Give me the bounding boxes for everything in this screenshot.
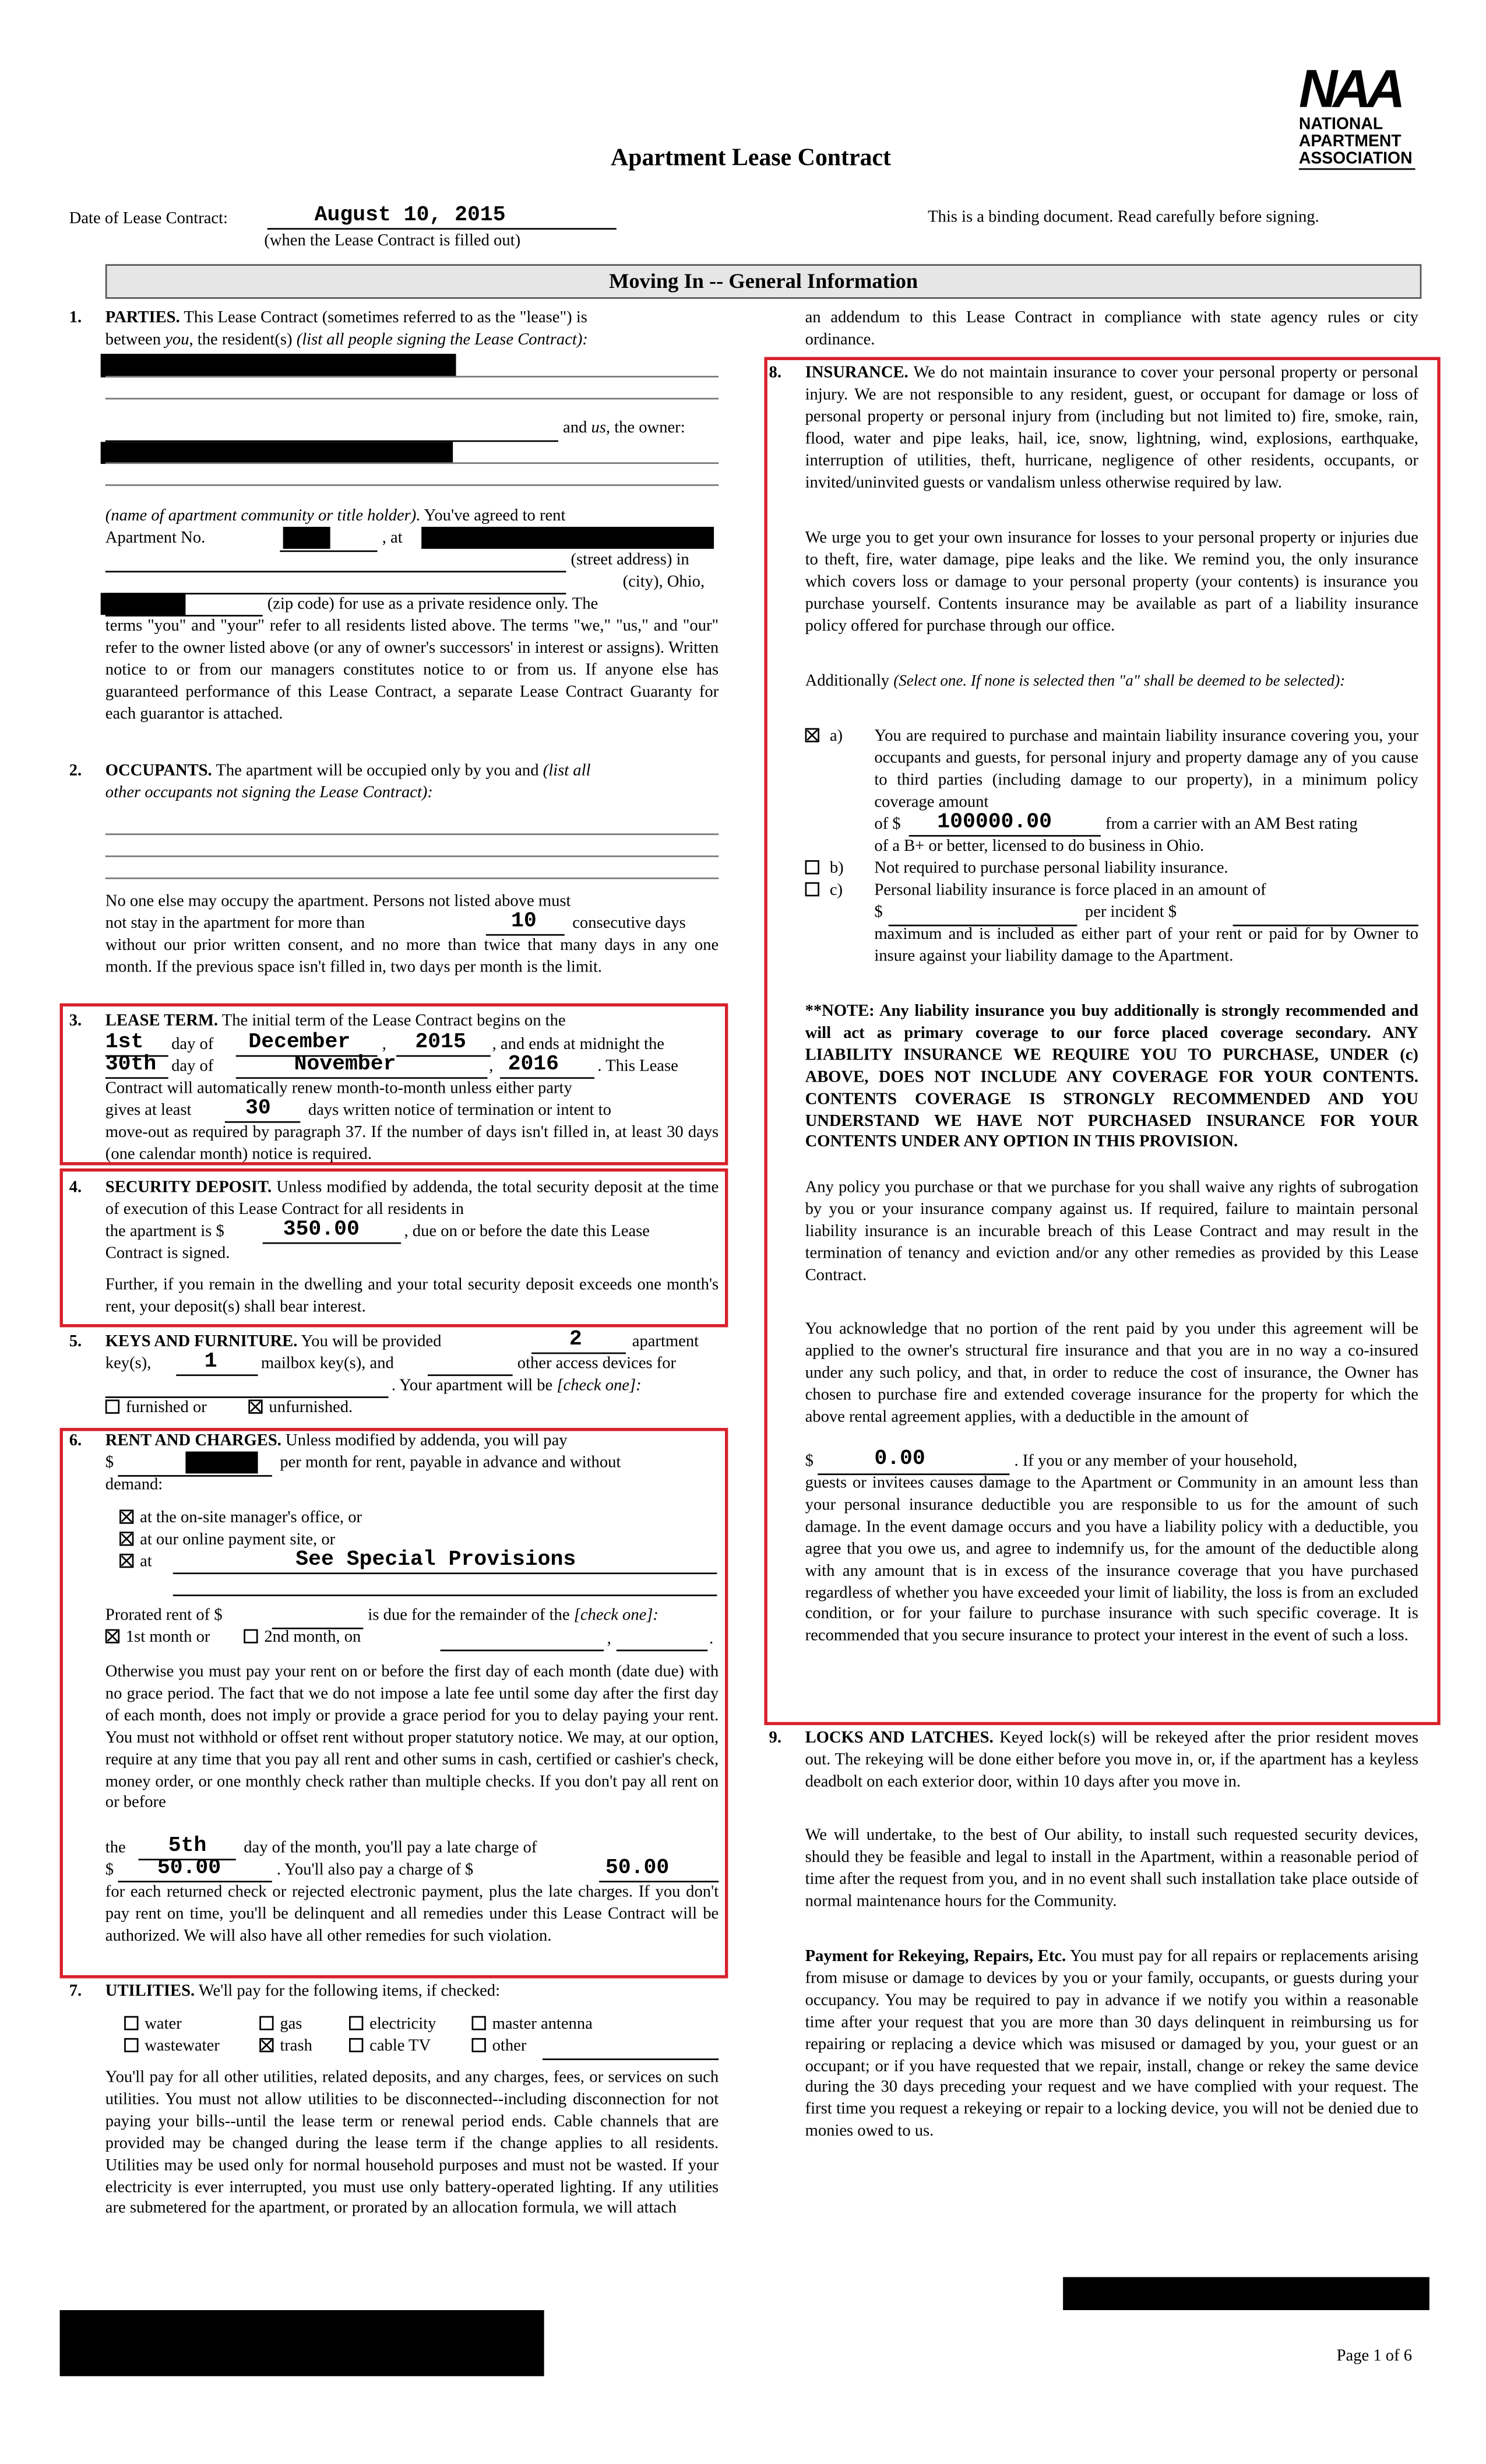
insurance-p4c: guests or invitees causes damage to the Apartment or Community in an amount less than your personal insurance deductible you are responsible to us for the amount of such damage. In the event damage occurs and you have a liability policy with a deductible, you agree that you owe us, and agree to indemnify us, for the amount of the deductible along with any amount that is in excess of the insurance coverage that you have purchased regardless of whether you have exceeded your limit of liability, the loss is from an excluded condition, or for your failure to purchase insurance with such specific coverage. It is recommended that you secure insurance to protect your interest in the event of such a loss. — [805, 1475, 1418, 1646]
online-checkbox[interactable] — [119, 1532, 133, 1546]
comma-2: , — [489, 1058, 494, 1076]
owner-label: and us, the owner: — [563, 420, 685, 438]
lease-term-body2: days written notice of termination or intent to — [308, 1102, 611, 1120]
redacted-footer-left — [60, 2310, 544, 2376]
page-number: Page 1 of 6 — [1336, 2347, 1413, 2366]
water-checkbox[interactable] — [124, 2016, 138, 2030]
pay-option-office[interactable]: at the on-site manager's office, or — [119, 1508, 362, 1530]
late-day-value[interactable]: 5th — [168, 1835, 207, 1859]
ends-label: , and ends at midnight the — [492, 1036, 664, 1054]
wastewater-checkbox[interactable] — [124, 2038, 138, 2052]
rent-line2: per month for rent, payable in advance and without — [280, 1455, 621, 1472]
section-3-number: 3. — [69, 1012, 82, 1030]
prorated-text: is due for the remainder of the [check one]: — [368, 1607, 659, 1625]
cable-tv-checkbox[interactable] — [349, 2038, 363, 2052]
option-c[interactable]: c) — [805, 881, 843, 903]
second-month-option[interactable]: 2nd month, on — [244, 1628, 361, 1650]
document-title: Apartment Lease Contract — [611, 145, 891, 172]
period-1: . — [709, 1631, 714, 1648]
redacted-apt-no — [283, 527, 330, 549]
late-charge-text: day of the month, you'll pay a late charge of — [244, 1840, 537, 1857]
insurance-p3: Any policy you purchase or that we purchase for you shall waive any rights of subrogation by you or your insurance company against us. If required, failure to maintain personal liability insurance is an incurable breach of this Lease Contract and may result in the termination of tenancy and eviction and/or any other remedies as provided by this Lease Contract. — [805, 1179, 1418, 1284]
redacted-resident-name — [101, 354, 456, 377]
other-checkbox[interactable] — [472, 2038, 486, 2052]
utility-wastewater[interactable]: wastewater — [124, 2036, 220, 2058]
returned-charge-text: . You'll also pay a charge of $ — [276, 1861, 474, 1879]
utilities-line1: UTILITIES. We'll pay for the following items, if checked: — [105, 1983, 501, 2001]
occupants-body-d: without our prior written consent, and no more than twice that many days in any one month. If the previous space isn't filled in, two days per month is the limit. — [105, 937, 719, 977]
keys-line1: KEYS AND FURNITURE. You will be provided — [105, 1333, 442, 1351]
locks-p1: LOCKS AND LATCHES. Keyed lock(s) will be rekeyed after the prior resident moves out. The rekeying will be done either before you move in, or, if the apartment has a keyless deadbolt on each exterior door, within 10 days after you move in. — [805, 1730, 1418, 1791]
date-label: Date of Lease Contract: — [69, 210, 228, 228]
rent-terms-text: Otherwise you must pay your rent on or before the first day of each month (date due) with no grace period. The fact that we do not impose a late fee until some day after the first day of each month, does not imply or provide a grace period for you to delay paying your rent. You must not withhold or offset rent without proper statutory notice. We may, at our option, require at any time that you pay all rent and other sums in cash, certified or cashier's check, money order, or one monthly check rather than multiple checks. If you don't pay all rent on or before — [105, 1663, 719, 1812]
office-checkbox[interactable] — [119, 1509, 133, 1523]
rent-line3: demand: — [105, 1476, 163, 1494]
option-b[interactable]: b) — [805, 858, 844, 881]
lease-term-line1: LEASE TERM. The initial term of the Lease Contract begins on the — [105, 1012, 566, 1030]
pay-option-at[interactable]: at — [119, 1552, 152, 1574]
deductible-value[interactable]: 0.00 — [874, 1448, 925, 1472]
option-c-per: per incident $ — [1084, 904, 1177, 922]
occupants-body-c: consecutive days — [572, 915, 686, 933]
insurance-additionally: Additionally (Select one. If none is selected then "a" shall be deemed to be selected): — [805, 673, 1346, 691]
end-year-value[interactable]: 2016 — [508, 1053, 559, 1078]
option-a-carrier: from a carrier with an AM Best rating — [1105, 816, 1358, 834]
naa-logo-mark: NAA — [1298, 59, 1401, 120]
first-month-checkbox[interactable] — [105, 1629, 119, 1643]
occupants-line1: OCCUPANTS. The apartment will be occupied only by you and (list all — [105, 762, 591, 780]
deductible-dollar: $ — [805, 1453, 814, 1471]
mailbox-keys-value[interactable]: 1 — [204, 1350, 217, 1375]
addendum-continuation: an addendum to this Lease Contract in compliance with state agency rules or city ordinance. — [805, 309, 1418, 349]
option-c-text1: Personal liability insurance is force placed in an amount of — [874, 882, 1266, 900]
second-month-checkbox[interactable] — [244, 1629, 258, 1643]
parties-line1 — [105, 308, 719, 330]
utility-master-antenna[interactable]: master antenna — [472, 2015, 593, 2037]
occupants-body-b: not stay in the apartment for more than — [105, 915, 365, 933]
this-lease-label: . This Lease — [597, 1058, 678, 1076]
option-c-text2: maximum and is included as either part of your rent or paid for by Owner to insure against your liability damage to the Apartment. — [874, 926, 1418, 966]
end-month-value[interactable]: November — [294, 1053, 396, 1078]
day-of-label-2: day of — [171, 1058, 214, 1076]
furnished-option[interactable]: furnished or — [105, 1398, 207, 1420]
utility-trash[interactable]: trash — [259, 2036, 312, 2058]
rent-remedies-text: for each returned check or rejected electronic payment, plus the late charges. If you don't pay rent on time, you'll be delinquent and all remedies under this Lease Contract will be authorized. We will also have all other remedies for such violation. — [105, 1884, 719, 1945]
mailbox-label: mailbox key(s), and — [260, 1356, 394, 1373]
apartment-keys-value[interactable]: 2 — [569, 1329, 582, 1353]
utility-cable-tv[interactable]: cable TV — [349, 2036, 431, 2058]
deposit-interest-text: Further, if you remain in the dwelling and your total security deposit exceeds one month's rent, your deposit(s) shall bear interest. — [105, 1277, 719, 1317]
late-fee-dollar: $ — [105, 1861, 114, 1879]
unfurnished-option[interactable]: unfurnished. — [248, 1398, 353, 1420]
naa-logo-line2: APARTMENT — [1298, 132, 1402, 152]
start-month-value[interactable]: December — [248, 1032, 351, 1055]
late-fee-value[interactable]: 50.00 — [157, 1857, 221, 1881]
insurance-p2: We urge you to get your own insurance for losses to your personal property or injuries due to theft, fire, water damage, pipe leaks and the like. We remind you, the only insurance which covers loss or damage to your personal property (your contents) is insurance you purchase yourself. Contents insurance may be available as part of a liability insurance policy offered for purchase through our office. — [805, 530, 1418, 635]
section-8-number: 8. — [769, 365, 781, 382]
option-b-text: Not required to purchase personal liability insurance. — [874, 860, 1228, 878]
parties-line2: between you, the resident(s) (list all people signing the Lease Contract): — [105, 332, 588, 350]
section-4-number: 4. — [69, 1179, 82, 1197]
zip-label: (zip code) for use as a private residence only. The — [267, 596, 598, 614]
unfurnished-checkbox[interactable] — [248, 1400, 262, 1414]
apartment-label: apartment — [632, 1333, 699, 1351]
binding-note: This is a binding document. Read carefully before signing. — [928, 209, 1319, 227]
insurance-p1: INSURANCE. We do not maintain insurance to cover your personal property or personal injury. We are not responsible to any resident, guest, or occupant for damage or loss of personal property or personal injury from (including but not limited to) fire, smoke, rain, flood, water and pipe leaks, hail, ice, snow, lightning, wind, explosions, earthquake, interruption of utilities, theft, hurricane, negligence of other residents, occupants, or invited/uninvited guests or vandalism unless otherwise required by law. — [805, 365, 1418, 492]
master-antenna-checkbox[interactable] — [472, 2016, 486, 2030]
lease-term-body1: Contract will automatically renew month-to-month unless either party — [105, 1080, 572, 1098]
section-5-number: 5. — [69, 1333, 82, 1351]
date-note: (when the Lease Contract is filled out) — [264, 233, 521, 251]
returned-check-fee-value[interactable]: 50.00 — [605, 1857, 670, 1881]
end-day-value[interactable]: 30th — [105, 1053, 157, 1078]
notice-days-value[interactable]: 30 — [245, 1097, 271, 1121]
option-c-checkbox[interactable] — [805, 882, 819, 896]
guest-days-value[interactable]: 10 — [510, 910, 537, 934]
locks-p3: Payment for Rekeying, Repairs, Etc. You must pay for all repairs or replacements arising from misuse or damage to devices by you or your family, occupants, or guests during your occupancy. You may be required to pay in advance if we notify you within a reasonable time after your request that you are more than 30 days delinquent in reimbursing us for repairing or replacing a device which was misused or damaged by you, your guest or an occupant; or if you have requested that we repair, install, change or rekey the same device during the 30 days preceding your request and we have complied with your request. The first time you request a rekeying or repair to a locking device, you will not be denied due to monies owed to us. — [805, 1948, 1418, 2141]
apt-no-label: Apartment No. — [105, 530, 206, 548]
option-a-of: of $ — [874, 816, 901, 834]
naa-logo-line3: ASSOCIATION — [1299, 151, 1415, 170]
parties-body: terms "you" and "your" refer to all residents listed above. The terms "we," "us," and "our" refer to the owner listed above (or any of owner's successors' in interest or assigns). Written notice to or from our managers constitutes notice to or from us. If anyone else has guaranteed performance of this Lease Contract, a separate Lease Contract Guaranty for each guarantor is attached. — [105, 618, 719, 723]
pay-option-online[interactable]: at our online payment site, or — [119, 1530, 335, 1553]
deposit-due-text: , due on or before the date this Lease — [404, 1223, 650, 1241]
furnished-checkbox[interactable] — [105, 1400, 119, 1414]
naa-logo-line1: NATIONAL — [1298, 114, 1383, 134]
parties-heading: PARTIES. — [105, 309, 180, 328]
option-a-rating: of a B+ or better, licensed to do business in Ohio. — [874, 838, 1205, 856]
lease-term-body3: move-out as required by paragraph 37. If the number of days isn't filled in, at least 30 days (one calendar month) notice is required. — [105, 1124, 719, 1164]
option-a-text: You are required to purchase and maintain liability insurance covering you, your occupants and guests, for personal injury and property damage any of you cause to third parties (including damage to our property), in a minimum policy coverage amount — [874, 728, 1418, 811]
trash-checkbox[interactable] — [259, 2038, 273, 2052]
street-label: (street address) in — [571, 552, 689, 569]
redacted-street — [421, 527, 714, 549]
option-a-checkbox[interactable] — [805, 728, 819, 742]
utilities-body: You'll pay for all other utilities, related deposits, and any charges, fees, or services on such utilities. You must not allow utilities to be disconnected--including disconnection for not paying your bills--until the lease term or renewal period ends. Cable channels that are provided may be changed during the lease term if the change applies to all residents. Utilities may be used only for normal household purposes and must not be wasted. If your electricity is ever interrupted, you must use only battery-operated lighting. If any utilities are submetered for the apartment, or prorated by an allocation formula, we will attach — [105, 2069, 719, 2218]
at-checkbox[interactable] — [119, 1554, 133, 1568]
section-banner: Moving In -- General Information — [105, 264, 1422, 298]
utility-electricity[interactable]: electricity — [349, 2015, 436, 2037]
comma-3: , — [607, 1631, 611, 1648]
gas-checkbox[interactable] — [259, 2016, 273, 2030]
section-7-number: 7. — [69, 1983, 82, 2001]
access-devices-label: other access devices for — [517, 1356, 677, 1373]
section-9-number: 9. — [769, 1730, 781, 1747]
keys-label: key(s), — [105, 1356, 152, 1373]
rent-line1: RENT AND CHARGES. Unless modified by addenda, you will pay — [105, 1432, 568, 1450]
occupants-line2: other occupants not signing the Lease Contract): — [105, 784, 433, 802]
start-year-value[interactable]: 2015 — [415, 1032, 466, 1055]
deposit-amount-label: the apartment is $ — [105, 1223, 224, 1241]
deposit-line3: Contract is signed. — [105, 1245, 230, 1263]
rent-dollar: $ — [105, 1455, 114, 1472]
section-6-number: 6. — [69, 1432, 82, 1450]
redacted-owner-name — [101, 442, 453, 464]
electricity-checkbox[interactable] — [349, 2016, 363, 2030]
at-label: , at — [382, 530, 403, 548]
redacted-footer-right — [1063, 2277, 1429, 2310]
parties-name-line: (name of apartment community or title holder). You've agreed to rent — [105, 508, 566, 526]
redacted-rent-amount — [185, 1452, 258, 1474]
redacted-zip — [101, 593, 186, 615]
start-day-value[interactable]: 1st — [105, 1032, 144, 1055]
option-c-dollar: $ — [874, 904, 883, 922]
insurance-p4b: . If you or any member of your household, — [1014, 1453, 1298, 1471]
first-month-option[interactable]: 1st month or — [105, 1628, 210, 1650]
lease-date-value[interactable]: August 10, 2015 — [314, 204, 506, 228]
section-2-number: 2. — [69, 762, 82, 780]
comma-1: , — [382, 1036, 386, 1054]
the-label: the — [105, 1840, 126, 1857]
utility-gas[interactable]: gas — [259, 2015, 302, 2037]
city-label: (city), Ohio, — [622, 573, 705, 592]
occupants-body-a: No one else may occupy the apartment. Persons not listed above must — [105, 893, 571, 911]
utility-water[interactable]: water — [124, 2015, 182, 2037]
option-b-checkbox[interactable] — [805, 860, 819, 874]
prorated-label: Prorated rent of $ — [105, 1607, 223, 1625]
utility-other[interactable]: other — [472, 2036, 527, 2058]
deposit-line1: SECURITY DEPOSIT. Unless modified by addenda, the total security deposit at the time of execution of this Lease Contract for all residents in — [105, 1179, 719, 1219]
locks-p2: We will undertake, to the best of Our ability, to install such requested security devices, should they be feasible and legal to install in the Apartment, within a reasonable period of time after the request from you, and in no event shall such installation take place outside of normal maintenance hours for the Community. — [805, 1827, 1418, 1910]
insurance-p4a: You acknowledge that no portion of the rent paid by you under this agreement will be applied to the owner's structural fire insurance and that you are in no way a co-insured under any such policy, and that, in order to reduce the cost of insurance, the Owner has chosen to purchase fire and extended coverage insurance for the property for which the above rental agreement applies, with a deductible in the amount of — [805, 1321, 1418, 1426]
section-1-number: 1. — [69, 309, 82, 328]
option-a[interactable]: a) — [805, 727, 843, 749]
security-deposit-value[interactable]: 350.00 — [283, 1219, 360, 1242]
insurance-note: **NOTE: Any liability insurance you buy additionally is strongly recommended and will act as primary coverage to our force placed coverage secondary. ANY LIABILITY INSURANCE WE REQUIRE YOU TO PURCHASE, UNDER (c) ABOVE, DOES NOT INCLUDE ANY COVERAGE FOR YOUR CONTENTS. CONTENTS COVERAGE IS STRONGLY RECOMMENDED AND YOU UNDERSTAND WE HAVE NOT PURCHASED INSURANCE FOR YOUR CONTENTS UNDER ANY OPTION IN THIS PROVISION. — [805, 1003, 1418, 1152]
parties-text1: This Lease Contract (sometimes referred to as the "lease") is — [184, 309, 587, 328]
coverage-amount-value[interactable]: 100000.00 — [937, 811, 1052, 835]
furnish-label: . Your apartment will be [check one]: — [391, 1377, 642, 1395]
day-of-label-1: day of — [171, 1036, 214, 1054]
special-provisions-value[interactable]: See Special Provisions — [295, 1548, 576, 1573]
gives-label: gives at least — [105, 1102, 192, 1120]
